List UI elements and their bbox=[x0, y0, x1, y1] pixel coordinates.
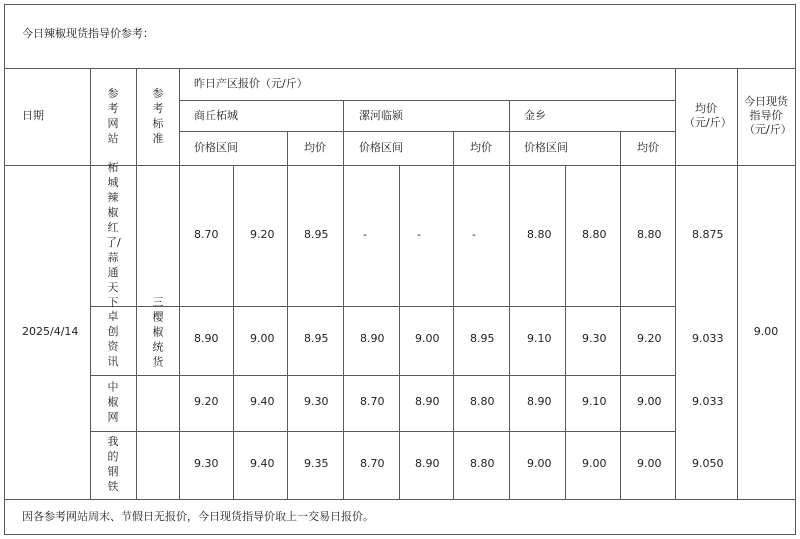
header-today-price: 今日现货指导价（元/斤） bbox=[744, 95, 792, 136]
price-cell: - bbox=[472, 228, 476, 241]
price-cell: 8.90 bbox=[527, 395, 552, 408]
price-cell: 9.20 bbox=[194, 395, 219, 408]
avg-cell: 9.033 bbox=[692, 395, 724, 408]
col-675 bbox=[675, 68, 676, 500]
site-cell: 柘城辣椒红了/蒜通天下 bbox=[106, 161, 121, 309]
header-overall-avg: 均价（元/斤） bbox=[684, 102, 732, 129]
rule-table-bottom bbox=[4, 499, 796, 500]
intro-text: 今日辣椒现货指导价参考： bbox=[22, 27, 154, 40]
col-453 bbox=[453, 131, 454, 500]
col-343 bbox=[343, 100, 344, 500]
price-cell: 9.35 bbox=[304, 457, 329, 470]
price-cell: 9.10 bbox=[527, 332, 552, 345]
price-cell: 8.70 bbox=[360, 395, 385, 408]
price-cell: 8.90 bbox=[415, 457, 440, 470]
header-avg-2: 均价 bbox=[470, 141, 492, 154]
avg-cell: 8.875 bbox=[692, 228, 724, 241]
col-620 bbox=[620, 131, 621, 500]
header-region-luohe: 漯河临颍 bbox=[359, 109, 403, 122]
price-cell: 9.20 bbox=[250, 228, 275, 241]
col-737 bbox=[737, 68, 738, 500]
col-136 bbox=[136, 68, 137, 500]
col-90 bbox=[90, 68, 91, 500]
price-cell: 8.95 bbox=[304, 332, 329, 345]
price-cell: 9.40 bbox=[250, 457, 275, 470]
price-cell: 8.80 bbox=[582, 228, 607, 241]
header-region-shangqiu: 商丘柘城 bbox=[194, 109, 238, 122]
rule-row2 bbox=[90, 375, 675, 376]
price-cell: 8.95 bbox=[304, 228, 329, 241]
avg-cell: 9.050 bbox=[692, 457, 724, 470]
price-cell: 9.00 bbox=[637, 457, 662, 470]
price-cell: 8.90 bbox=[415, 395, 440, 408]
price-cell: 8.70 bbox=[194, 228, 219, 241]
rule-top bbox=[4, 4, 796, 5]
price-cell: 9.30 bbox=[194, 457, 219, 470]
rule-table-top bbox=[4, 68, 796, 69]
header-range-3: 价格区间 bbox=[524, 141, 568, 154]
price-cell: 9.10 bbox=[582, 395, 607, 408]
price-cell: 8.95 bbox=[470, 332, 495, 345]
col-399 bbox=[399, 165, 400, 500]
header-site: 参考网站 bbox=[107, 87, 119, 145]
price-cell: 9.00 bbox=[582, 457, 607, 470]
price-cell: 8.80 bbox=[637, 228, 662, 241]
col-287 bbox=[287, 131, 288, 500]
header-range-2: 价格区间 bbox=[359, 141, 403, 154]
rule-row1 bbox=[90, 306, 675, 307]
price-cell: 8.80 bbox=[470, 395, 495, 408]
rule-row3 bbox=[90, 431, 675, 432]
footnote-text: 因各参考网站周末、节假日无报价，今日现货指导价取上一交易日报价。 bbox=[22, 510, 374, 523]
price-cell: 9.20 bbox=[637, 332, 662, 345]
date-cell: 2025/4/14 bbox=[22, 325, 79, 338]
price-cell: 9.30 bbox=[582, 332, 607, 345]
header-avg-1: 均价 bbox=[304, 141, 326, 154]
rule-bottom bbox=[4, 534, 796, 535]
price-cell: 9.00 bbox=[637, 395, 662, 408]
header-yesterday: 昨日产区报价（元/斤） bbox=[194, 77, 308, 90]
col-509 bbox=[509, 100, 510, 500]
header-avg-3: 均价 bbox=[637, 141, 659, 154]
site-cell: 我的钢铁 bbox=[107, 435, 119, 493]
rule-sub2 bbox=[179, 131, 675, 132]
price-cell: 9.30 bbox=[304, 395, 329, 408]
col-179 bbox=[179, 68, 180, 500]
standard-cell: 三樱椒统货 bbox=[152, 295, 164, 369]
rule-sub1 bbox=[179, 100, 675, 101]
header-standard: 参考标准 bbox=[152, 87, 164, 145]
price-cell: 9.00 bbox=[250, 332, 275, 345]
price-cell: 8.80 bbox=[470, 457, 495, 470]
site-cell: 卓创资讯 bbox=[107, 310, 119, 368]
price-cell: 9.00 bbox=[527, 457, 552, 470]
avg-cell: 9.033 bbox=[692, 332, 724, 345]
rule-left bbox=[4, 4, 5, 535]
price-cell: 8.90 bbox=[360, 332, 385, 345]
today-price-cell: 9.00 bbox=[753, 325, 779, 338]
price-cell: 9.40 bbox=[250, 395, 275, 408]
price-cell: 9.00 bbox=[415, 332, 440, 345]
price-cell: 8.70 bbox=[360, 457, 385, 470]
col-565 bbox=[565, 165, 566, 500]
rule-right bbox=[795, 4, 796, 535]
price-cell: - bbox=[363, 228, 367, 241]
price-cell: - bbox=[417, 228, 421, 241]
header-region-jinxiang: 金乡 bbox=[524, 109, 546, 122]
rule-header-bottom bbox=[4, 165, 796, 166]
site-cell: 中椒网 bbox=[107, 380, 119, 424]
col-233 bbox=[233, 165, 234, 500]
price-cell: 8.90 bbox=[194, 332, 219, 345]
header-date: 日期 bbox=[22, 109, 44, 122]
price-cell: 8.80 bbox=[527, 228, 552, 241]
header-range-1: 价格区间 bbox=[194, 141, 238, 154]
